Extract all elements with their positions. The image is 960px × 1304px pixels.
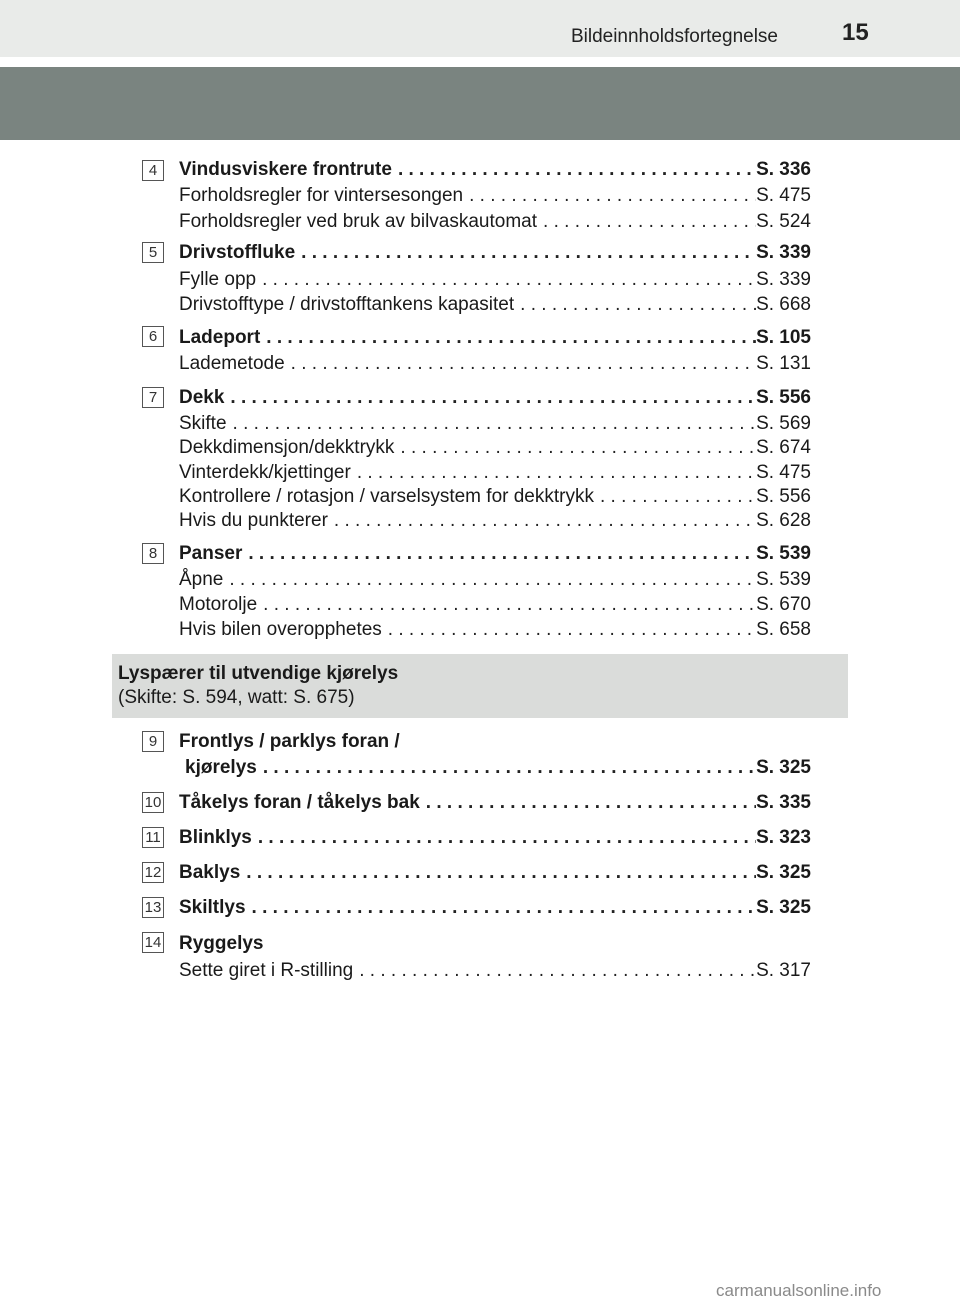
toc-page-reference: S. 325 bbox=[756, 862, 811, 883]
toc-page-reference: S. 539 bbox=[756, 543, 811, 564]
item-number-badge: 7 bbox=[142, 387, 164, 408]
section-header bbox=[112, 654, 848, 718]
toc-entry-heading[interactable] bbox=[179, 729, 811, 754]
toc-page-reference: S. 325 bbox=[756, 897, 811, 918]
toc-entry-subitem[interactable] bbox=[179, 617, 811, 642]
item-number-badge: 9 bbox=[142, 731, 164, 752]
toc-page-reference: S. 556 bbox=[756, 486, 811, 507]
toc-entry-subitem[interactable] bbox=[179, 567, 811, 592]
item-number-badge: 5 bbox=[142, 242, 164, 263]
toc-entry-label: Åpne bbox=[179, 569, 224, 590]
illustration-placeholder-bar bbox=[0, 67, 960, 140]
toc-entry-label: Forholdsregler for vintersesongen bbox=[179, 185, 464, 206]
toc-entry-label: Vinterdekk/kjettinger bbox=[179, 462, 351, 483]
toc-entry-subitem[interactable] bbox=[179, 411, 811, 436]
dot-leader bbox=[295, 240, 756, 265]
toc-entry-heading[interactable] bbox=[179, 541, 811, 566]
dot-leader bbox=[256, 267, 756, 292]
dot-leader bbox=[351, 460, 756, 485]
dot-leader bbox=[223, 567, 756, 592]
toc-entry-label: Fylle opp bbox=[179, 269, 257, 290]
toc-page-reference: S. 131 bbox=[756, 353, 811, 374]
toc-entry-label: Sette giret i R-stilling bbox=[179, 960, 354, 981]
toc-entry-heading[interactable] bbox=[179, 895, 811, 920]
dot-leader bbox=[420, 790, 756, 815]
toc-entry-label: Drivstofftype / drivstofftankens kapasitet bbox=[179, 294, 515, 315]
toc-entry-label: Motorolje bbox=[179, 594, 258, 615]
toc-page-reference: S. 668 bbox=[756, 294, 811, 315]
toc-page-reference: S. 339 bbox=[756, 269, 811, 290]
toc-page-reference: S. 325 bbox=[756, 757, 811, 778]
toc-entry-subitem[interactable] bbox=[179, 508, 811, 533]
toc-page-reference: S. 670 bbox=[756, 594, 811, 615]
toc-page-reference: S. 658 bbox=[756, 619, 811, 640]
toc-entry-label: Skifte bbox=[179, 413, 227, 434]
dot-leader bbox=[257, 755, 756, 780]
toc-entry-heading[interactable] bbox=[179, 385, 811, 410]
toc-entry-label: Panser bbox=[179, 543, 243, 564]
dot-leader bbox=[382, 617, 756, 642]
toc-page-reference: S. 674 bbox=[756, 437, 811, 458]
toc-page-reference: S. 569 bbox=[756, 413, 811, 434]
toc-entry-subitem[interactable] bbox=[179, 183, 811, 208]
toc-entry-heading[interactable] bbox=[179, 240, 811, 265]
toc-entry-label: Dekk bbox=[179, 387, 225, 408]
toc-entry-label: Lademetode bbox=[179, 353, 285, 374]
header-band bbox=[0, 0, 960, 57]
toc-entry-label: Baklys bbox=[179, 862, 241, 883]
dot-leader bbox=[285, 351, 756, 376]
toc-entry-label: Dekkdimensjon/dekktrykk bbox=[179, 437, 395, 458]
toc-entry-label: Vindusviskere frontrute bbox=[179, 159, 392, 180]
toc-entry-label: Tåkelys foran / tåkelys bak bbox=[179, 792, 420, 813]
toc-page-reference: S. 475 bbox=[756, 185, 811, 206]
toc-entry-heading[interactable] bbox=[179, 931, 811, 956]
section-subtitle: (Skifte: S. 594, watt: S. 675) bbox=[118, 687, 355, 708]
dot-leader bbox=[252, 825, 756, 850]
toc-page-reference: S. 323 bbox=[756, 827, 811, 848]
toc-page-reference: S. 335 bbox=[756, 792, 811, 813]
dot-leader bbox=[463, 183, 756, 208]
dot-leader bbox=[594, 484, 756, 509]
toc-entry-label: Hvis bilen overopphetes bbox=[179, 619, 382, 640]
toc-entry-label: Skiltlys bbox=[179, 897, 246, 918]
item-number-badge: 11 bbox=[142, 827, 164, 848]
toc-entry-label: Ryggelys bbox=[179, 933, 264, 954]
toc-page-reference: S. 317 bbox=[756, 960, 811, 981]
toc-entry-label: Drivstoffluke bbox=[179, 242, 296, 263]
toc-entry-subitem[interactable] bbox=[179, 592, 811, 617]
dot-leader bbox=[242, 541, 756, 566]
toc-entry-heading[interactable] bbox=[179, 860, 811, 885]
toc-entry-subitem[interactable] bbox=[179, 267, 811, 292]
toc-entry-subitem[interactable] bbox=[179, 292, 811, 317]
dot-leader bbox=[392, 157, 756, 182]
toc-entry-label: Frontlys / parklys foran / bbox=[179, 731, 400, 752]
dot-leader bbox=[328, 508, 756, 533]
header-title: Bildeinnholdsfortegnelse bbox=[570, 26, 778, 47]
toc-entry-subitem[interactable] bbox=[179, 435, 811, 460]
toc-entry-heading[interactable] bbox=[179, 157, 811, 182]
dot-leader bbox=[240, 860, 756, 885]
dot-leader bbox=[246, 895, 757, 920]
toc-page-reference: S. 105 bbox=[756, 327, 811, 348]
dot-leader bbox=[227, 411, 757, 436]
item-number-badge: 6 bbox=[142, 326, 164, 347]
dot-leader bbox=[537, 209, 756, 234]
dot-leader bbox=[514, 292, 756, 317]
toc-entry-subitem[interactable] bbox=[179, 755, 811, 780]
toc-page-reference: S. 336 bbox=[756, 159, 811, 180]
item-number-badge: 12 bbox=[142, 862, 164, 883]
dot-leader bbox=[224, 385, 756, 410]
toc-entry-subitem[interactable] bbox=[179, 484, 811, 509]
toc-entry-heading[interactable] bbox=[179, 325, 811, 350]
item-number-badge: 4 bbox=[142, 160, 164, 181]
section-title: Lyspærer til utvendige kjørelys bbox=[118, 663, 399, 684]
dot-leader bbox=[394, 435, 756, 460]
toc-entry-subitem[interactable] bbox=[179, 351, 811, 376]
page-number: 15 bbox=[842, 19, 869, 46]
toc-entry-label: Hvis du punkterer bbox=[179, 510, 328, 531]
dot-leader bbox=[260, 325, 756, 350]
toc-entry-subitem[interactable] bbox=[179, 209, 811, 234]
item-number-badge: 13 bbox=[142, 897, 164, 918]
toc-entry-label: Kontrollere / rotasjon / varselsystem for dekktrykk bbox=[179, 486, 594, 507]
item-number-badge: 8 bbox=[142, 543, 164, 564]
item-number-badge: 14 bbox=[142, 932, 164, 953]
watermark: carmanualsonline.info bbox=[716, 1281, 882, 1300]
toc-page-reference: S. 628 bbox=[756, 510, 811, 531]
toc-page-reference: S. 524 bbox=[756, 211, 811, 232]
toc-entry-label: Ladeport bbox=[179, 327, 261, 348]
item-number-badge: 10 bbox=[142, 792, 164, 813]
toc-entry-subitem[interactable] bbox=[179, 460, 811, 485]
toc-page-reference: S. 339 bbox=[756, 242, 811, 263]
toc-page-reference: S. 556 bbox=[756, 387, 811, 408]
toc-entry-subitem[interactable] bbox=[179, 958, 811, 983]
toc-page-reference: S. 539 bbox=[756, 569, 811, 590]
toc-page-reference: S. 475 bbox=[756, 462, 811, 483]
dot-leader bbox=[257, 592, 756, 617]
dot-leader bbox=[353, 958, 756, 983]
toc-entry-label: kjørelys bbox=[185, 757, 257, 778]
toc-entry-heading[interactable] bbox=[179, 790, 811, 815]
toc-entry-label: Blinklys bbox=[179, 827, 252, 848]
toc-entry-label: Forholdsregler ved bruk av bilvaskautomat bbox=[179, 211, 538, 232]
toc-entry-heading[interactable] bbox=[179, 825, 811, 850]
